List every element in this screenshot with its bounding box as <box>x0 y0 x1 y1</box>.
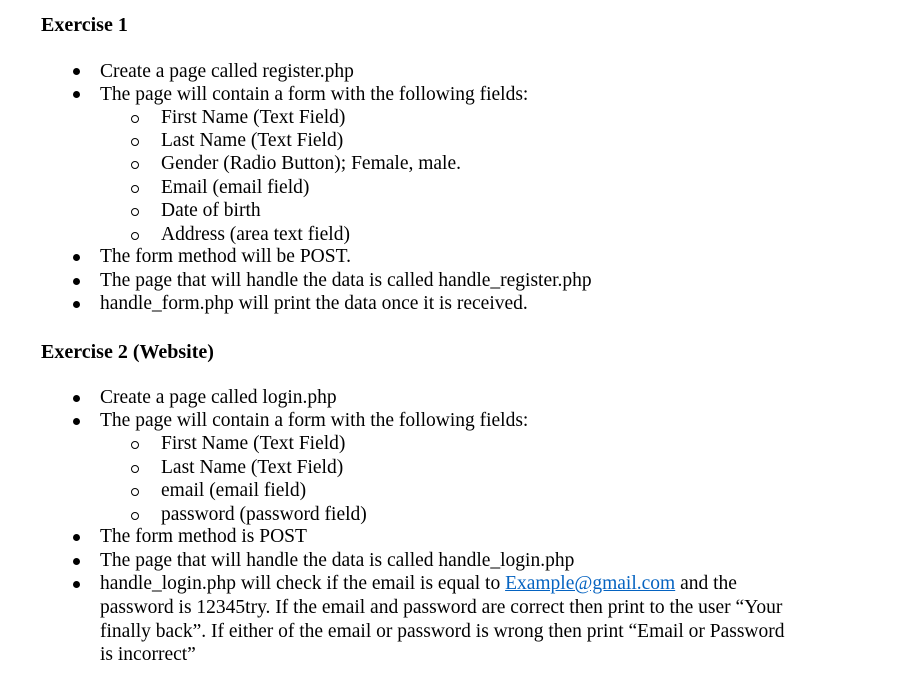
bullet-icon <box>73 254 80 261</box>
bullet-icon <box>73 91 80 98</box>
list-item-continuation: password is 12345try. If the email and password are correct then print to the user “Your <box>100 597 783 618</box>
circle-bullet-icon <box>131 161 139 169</box>
sub-list-item: Last Name (Text Field) <box>161 457 344 478</box>
bullet-icon <box>73 395 80 402</box>
sub-list-item: First Name (Text Field) <box>161 433 346 454</box>
circle-bullet-icon <box>131 115 139 123</box>
list-item: The page will contain a form with the following fields: <box>100 410 529 431</box>
circle-bullet-icon <box>131 488 139 496</box>
list-item <box>100 572 737 595</box>
sub-list-item: password (password field) <box>161 504 367 525</box>
sub-list-item: Gender (Radio Button); Female, male. <box>161 153 462 174</box>
sub-list-item: Address (area text field) <box>161 224 350 245</box>
circle-bullet-icon <box>131 512 139 520</box>
bullet-icon <box>73 68 80 75</box>
bullet-icon <box>73 581 80 588</box>
exercise-1-heading: Exercise 1 <box>41 14 128 36</box>
circle-bullet-icon <box>131 185 139 193</box>
list-item-text: and the <box>675 573 737 594</box>
circle-bullet-icon <box>131 208 139 216</box>
list-item: handle_form.php will print the data once it is received. <box>100 293 528 314</box>
sub-list-item: Date of birth <box>161 200 261 221</box>
bullet-icon <box>73 558 80 565</box>
list-item: Create a page called register.php <box>100 61 354 82</box>
list-item: The page that will handle the data is called handle_login.php <box>100 550 575 571</box>
list-item: The page that will handle the data is called handle_register.php <box>100 270 592 291</box>
circle-bullet-icon <box>131 465 139 473</box>
list-item-text: handle_login.php will check if the email is equal to <box>100 573 506 594</box>
list-item: The page will contain a form with the following fields: <box>100 84 529 105</box>
bullet-icon <box>73 534 80 541</box>
circle-bullet-icon <box>131 441 139 449</box>
list-item: The form method will be POST. <box>100 246 351 267</box>
sub-list-item: First Name (Text Field) <box>161 107 346 128</box>
circle-bullet-icon <box>131 138 139 146</box>
sub-list-item: email (email field) <box>161 480 307 501</box>
list-item: The form method is POST <box>100 526 307 547</box>
email-link[interactable]: Example@gmail.com <box>505 573 676 594</box>
list-item-continuation: finally back”. If either of the email or password is wrong then print “Email or Password <box>100 621 785 642</box>
exercise-2-heading: Exercise 2 (Website) <box>41 341 214 363</box>
list-item: Create a page called login.php <box>100 387 337 408</box>
bullet-icon <box>73 301 80 308</box>
bullet-icon <box>73 418 80 425</box>
sub-list-item: Email (email field) <box>161 177 310 198</box>
sub-list-item: Last Name (Text Field) <box>161 130 344 151</box>
list-item-continuation: is incorrect” <box>100 644 196 665</box>
circle-bullet-icon <box>131 232 139 240</box>
bullet-icon <box>73 278 80 285</box>
